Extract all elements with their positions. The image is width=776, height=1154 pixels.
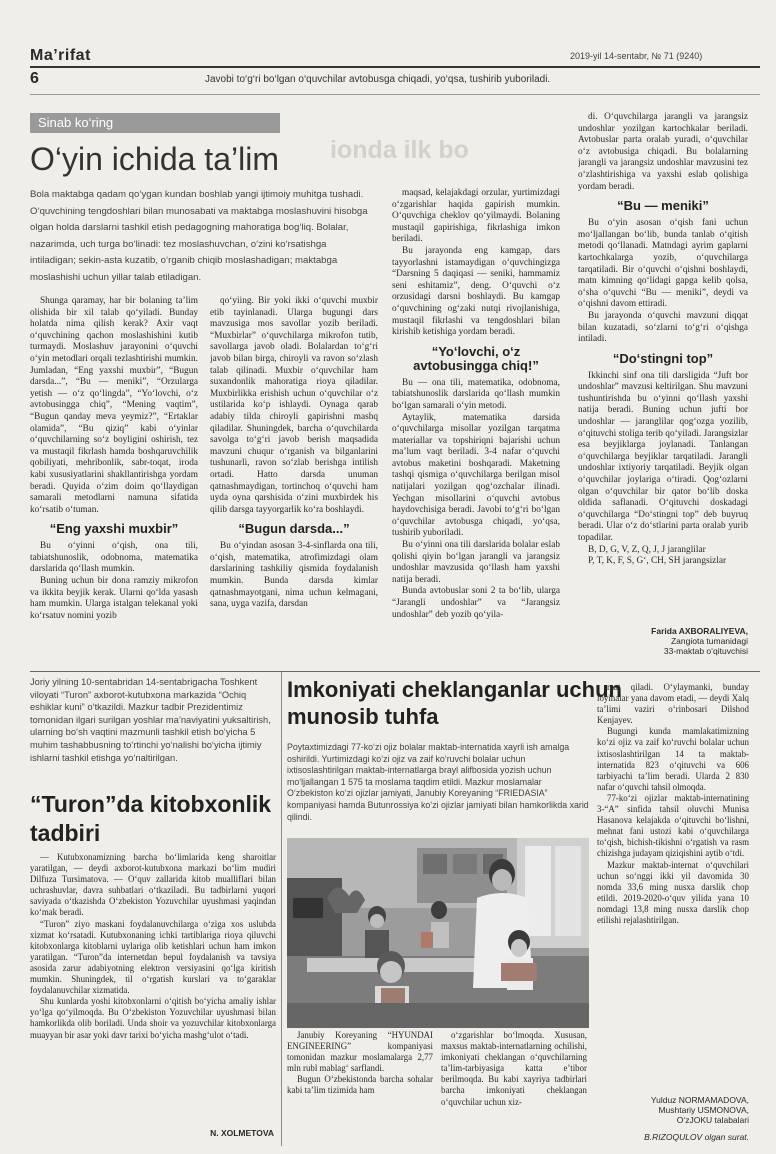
author-role: O‘zJOKU talabalari bbox=[676, 1115, 749, 1125]
paragraph: Bu jarayonda eng kamgap, dars tayyorlashni istamaydigan o‘quvchingizga “Darsning 5 daqiqasi — seniki, hammamiz seni eshitamiz”, deng. O‘quvchi o‘z orzusidagi darsni boshlaydi. Bu kamgap o‘quvchining og‘zaki nutqi rivojlanishiga, mustaqil fikrlashi va tengdoshlari bilan kirishib ketishiga yordam beradi. bbox=[392, 245, 560, 338]
paragraph: Janubiy Koreyaning “HYUNDAI ENGINEERING” kompaniyasi tomonidan mazkur moslamalarga 2,77 mln rubl mablag‘ sarflandi. bbox=[287, 1030, 433, 1074]
paragraph: Bu o‘yinni o‘qish, ona tili, tabiatshunoslik, odobnoma, matematika darslarida qo‘llash mumkin. bbox=[30, 541, 198, 575]
header-rule-bottom bbox=[30, 94, 760, 95]
paragraph: Ikkinchi sinf ona tili darsligida “Juft bor undoshlar” mavzusi keltirilgan. Shu mavzuni tushuntirishda bu o‘yinni qo‘llash yaxshi natija beradi. Buning uchun jufti bor undoshlar — jaranglilar qog‘ozga yozilib, o‘qituvchi stoliga terib qo‘yiladi. Jarangsizlar esa beyjiklarga joylanadi. Tanlangan o‘quvchilarga beyjiklar tarqatiladi. Jarangli undoshlar ixtiyoriy tarqatiladi. Beyjik olgan o‘quvchilar joylariga o‘tiradi. Qog‘ozlarni olgan o‘quvchilar bir qator bo‘lib doska oldida saflanadi. O‘qituvchi doskadagi o‘quvchilarga “Do‘stingni top” deb buyruq beradi. Ular o‘z do‘stlarini parta oralab yurib topadilar. bbox=[578, 370, 748, 543]
consonant-list-voiced: B, D, G, V, Z, Q, J, J jaranglilar bbox=[588, 544, 706, 555]
header-slogan: Javobi to‘g‘ri bo‘lgan o‘quvchilar avtobusga chiqadi, yo‘qsa, tushirib yuboriladi. bbox=[205, 74, 551, 85]
subheading: “Eng yaxshi muxbir” bbox=[49, 521, 179, 537]
paragraph: Shu kunlarda yoshi kitobxonlarni o‘qitish bo‘yicha amaliy ishlar yo‘lga qo‘yilmoqda. Bu O‘zbekiston Yozuvchilar uyushmasi bilan hamkorlikda olib boriladi. Unda shoir va yozuvchilar kitobxonlarga muayyan bir asar yoki davr tarixi bo‘yicha mashg‘ulot o‘tadi. bbox=[30, 996, 276, 1040]
subheading: “Bugun darsda...” bbox=[238, 521, 350, 537]
paragraph: 77-ko‘zi ojizlar maktab-internatining 3-“A” sinfida tahsil oluvchi Munisa Hasanova kelajakda o‘qituvchi bo‘lishni, mehnat fani ustozi kabi o‘quvchilarga to‘qish, bichish-tikishni o‘rgatish va rasm chizishga judayam qiziqishini aytib o‘tdi. bbox=[597, 792, 749, 859]
a1-column-1 bbox=[30, 296, 198, 671]
author-role: 33-maktab o‘qituvchisi bbox=[663, 646, 748, 656]
ghost-title: ionda ilk bo bbox=[330, 136, 469, 164]
a2-body bbox=[30, 852, 276, 1130]
subheading: “Do‘stingni top” bbox=[612, 350, 714, 366]
paragraph: Bu jarayonda o‘quvchi mavzuni diqqat bilan kuzatadi, so‘zlarni to‘g‘ri o‘qishga intiladi. bbox=[578, 310, 748, 345]
article-title: O‘yin ichida ta’lim bbox=[30, 141, 279, 177]
paragraph: “Turon” ziyo maskani foydalanuvchilarga o‘ziga xos uslubda xizmat ko‘rsatadi. Kutubxonaning ichki tartiblariga rioya qiluvchi kitobxonlarga kitoblarni uylariga olib ketishlari uchun ham imkon yaratilgan. “Turon”da internetdan bepul foydalanish va tavsiya asosida zarur adabiyotning elektron versiyasini qo‘lga kiritish mumkin. Shuningdek, til o‘rgatish kurslari va to‘garaklar foydalanuvchilar xizmatida. bbox=[30, 918, 276, 996]
a1-signature bbox=[578, 626, 748, 656]
a3-signature bbox=[597, 1095, 749, 1125]
author-role: Zangiota tumanidagi bbox=[670, 636, 748, 646]
paragraph: Bunda avtobuslar soni 2 ta bo‘lib, ularga “Jarangli undoshlar” va “Jarangsiz undoshlar” deb yozib qo‘yila- bbox=[392, 586, 560, 620]
author-name: Yulduz NORMAMADOVA, bbox=[650, 1095, 749, 1105]
a1-column-4 bbox=[578, 112, 748, 622]
paragraph: Bugun O‘zbekistonda barcha sohalar kabi ta’lim tizimida ham bbox=[287, 1074, 433, 1096]
article-lead bbox=[30, 187, 368, 286]
classroom-photo bbox=[287, 838, 589, 1028]
author-name: Farida AXBORALIYEVA, bbox=[651, 626, 748, 636]
a3-col-left bbox=[287, 1030, 433, 1146]
paragraph: Mazkur maktab-internat o‘quvchilari uchun so‘nggi ikki yil davomida 30 nomda 33,6 ming nusxa darslik chop etildi. 2019-2020-o‘quv yilida yana 10 nomdagi 13,8 ming nusxa darslik chop etilishi rejalashtirilgan. bbox=[597, 859, 749, 925]
a1-column-3 bbox=[392, 188, 560, 671]
a3-lead bbox=[287, 742, 589, 823]
paragraph: Bugungi kunda mamlakatimizning ko‘zi ojiz va zaif ko‘ruvchi bolalar uchun ixtisoslashtirilgan 14 ta maktab-internatida 823 o‘qituvchi va 606 tarbiyachi ta’lim beradi. Ularda 2 830 nafar o‘quvchi tahsil olmoqda. bbox=[597, 726, 749, 792]
classroom-photo-image bbox=[287, 838, 589, 1028]
a3-col-mid bbox=[441, 1030, 587, 1146]
consonant-list-voiceless: P, T, K, F, S, G‘, CH, SH jarangsizlar bbox=[588, 556, 727, 567]
paragraph: o‘zgarishlar bo‘lmoqda. Xususan, maxsus maktab-internatlarning ochilishi, imkoniyati cheklangan o‘quvchilarning ta’lim-tarbiyasiga katta e’tibor berilmoqda. Bu kabi xayriya tadbirlari barcha imkoniyati cheklangan o‘quvchilar uchun xiz- bbox=[441, 1030, 587, 1107]
author-name: Mushtariy USMONOVA, bbox=[658, 1105, 749, 1115]
a2-intro: Joriy yilning 10-sentabridan 14-sentabrigacha Toshkent viloyati “Turon” axborot-kutubxona markazida “Ochiq eshiklar kuni” o‘tkazildi. Mazkur tadbir Prezidentimiz tomonidan ilgari surilgan yoshlar ma’naviyatini yuksaltirish, ularning bo‘sh vaqtini mazmunli tashkil etish bo‘yicha 5 muhim tashabbusning to‘rtinchi yo‘nalishi bo‘yicha ijtimiy ishlarni tashkil etishga yo‘naltirilgan. bbox=[30, 677, 271, 763]
column-divider bbox=[281, 672, 282, 1146]
paragraph: Bu — ona tili, matematika, odobnoma, tabiatshunoslik darslarida qo‘llash mumkin bo‘lgan samarali o‘yin metodi. bbox=[392, 377, 560, 411]
paragraph: Aytaylik, matematika darsida o‘quvchilarga misollar yozilgan tarqatma materiallar va topshiriqni bajarishi uchun ma’lum vaqt beriladi. 3-4 nafar o‘quvchi avtobus maketini boshqaradi. Maketning tashqi qismiga o‘quvchilarga berilgan misol natijalari yozilgan qog‘ozchalar ilinadi. Yechgan misollarini o‘quvchi avtobus haydovchisiga beradi. Javobi to‘g‘ri bo‘lgan o‘quvchilar avtobusga chiqadi, yo‘qsa, tushirib yuboriladi. bbox=[392, 412, 560, 539]
a2-author: N. XOLMETOVA bbox=[210, 1128, 274, 1138]
paragraph: Bu o‘yin asosan o‘qish fani uchun mo‘ljallangan bo‘lib, bunda tanlab o‘qitish metodi qo‘llanadi. Matndagi ayrim gaplarni kartochkalarga yozib, o‘quvchilarga tarqatiladi. Bir o‘quvchi o‘qishni boshlaydi, matn kimning qo‘lidagi gapga kelib qolsa, o‘sha o‘quvchi “Bu — meniki”, deydi va o‘qishni davom ettiradi. bbox=[578, 218, 748, 310]
a2-title: “Turon”da kitobxonlik tadbiri bbox=[30, 791, 272, 846]
a3-title: Imkoniyati cheklanganlar uchun munosib tuhfa bbox=[287, 677, 622, 729]
paragraph: Shunga qaramay, har bir bolaning ta’lim olishida bir xil talab qo‘yiladi. Bunday holatda nima qilish kerak? Axir vaqt o‘quvchining qachon moslashishini kutib turmaydi. Moslashuv jarayonini o‘quvchi o‘yin metodlari orqali tezlashtirishi mumkin. Jumladan, “Eng yaxshi muxbir”, “Bugun darsda...”, “Bu — meniki”, “Orzularga yetish — o‘z qo‘lingda”, “Yo‘lovchi, o‘z avtobusingga chiq”, “Mening vaqtim”, “Bugun qanday meva yeymiz?”, “Ertaklar olamida”, “Bu qiziq” kabi o‘yinlar o‘quvchilarning so‘z boyligini oshirish, tez va mustaqil fikrlash hamda boshqaruvchilik qobiliyati, mehribonlik, sabr-toqat, iroda kabi xususiyatlarini shakllantirishga yordam beradi. Quyida o‘zim doim qo‘llaydigan samarali metodlarni namuna sifatida ko‘rsatib o‘tuman. bbox=[30, 296, 198, 515]
page-number: 6 bbox=[30, 70, 39, 87]
paragraph: maqsad, kelajakdagi orzular, yurtimizdagi o‘zgarishlar haqida gapirish mumkin. O‘quvchiga cheklov qo‘yilmaydi. Bolaning mustaqil gapirishiga, fikrlashiga imkon beriladi. bbox=[392, 188, 560, 245]
paragraph: Bu o‘yindan asosan 3-4-sinflarda ona tili, o‘qish, matematika, atrofimizdagi olam darslarining tashkiliy qismida foydalanish mumkin. Bunda darsda kimlar qatnashmayotgani, nima uchun kelmagani, sana, uyga vazifa, darsdan bbox=[210, 541, 378, 610]
rubric-badge bbox=[30, 113, 280, 133]
lead-text: Poytaxtimizdagi 77-ko‘zi ojiz bolalar maktab-internatida xayrli ish amalga oshirildi. Yurtimizdagi ko‘zi ojiz va zaif ko‘ruvchi bolalar uchun ixtisoslashtirilgan maktab-internatlarga brayl alifbosida yozish uchun mo‘ljallangan 1 575 ta moslama taqdim etildi. Mazkur moslamalar O‘zbekiston ko‘zi ojizlar jamiyati, Janubiy Koreyaning “FRIEDASIA” kompaniyasi hamda Butunrossiya ko‘zi ojizlar jamiyati bilan hamkorlikda xarid qilindi. bbox=[287, 742, 589, 822]
section-divider bbox=[30, 671, 760, 672]
a3-col-right bbox=[597, 682, 749, 1092]
rubric-label: Sinab ko‘ring bbox=[38, 115, 114, 130]
subheading: “Yo‘lovchi, o‘z avtobusingga chiq!” bbox=[413, 343, 539, 373]
paragraph: Bu o‘yinni ona tili darslarida bolalar eslab qolishi qiyin bo‘lgan jarangli va jarangsiz undoshlar mavzusida qo‘llash ham yaxshi natija beradi. bbox=[392, 540, 560, 585]
subheading: “Bu — meniki” bbox=[617, 198, 709, 214]
paragraph: — Kutubxonamizning barcha bo‘limlarida keng sharoitlar yaratilgan, — deydi axborot-kutubxona markazi bo‘lim mudiri Dilfuza Tursimatova. — O‘quv zallarida kitob mualliflari bilan uchrashuvlar, davra suhbatlari o‘tkaziladi. Bu tadbirlarni yuqori saviyada o‘tkazishda O‘zbekiston Yozuvchilar uyushmasi yaqindan ko‘mak beradi. bbox=[30, 852, 276, 918]
paragraph: Buning uchun bir dona ramziy mikrofon va ikkita beyjik kerak. Ularni qo‘lda yasash ham mumkin. Ularga istalgan telekanal yoki ko‘rsatuv nomini yozib bbox=[30, 576, 198, 621]
paragraph: qo‘yiing. Bir yoki ikki o‘quvchi muxbir etib tayinlanadi. Ularga bugungi dars mavzusiga mos savollar yozib beriladi. “Muxbirlar” o‘quvchilarga mikrofon tutib, savollarga javob oladi. Bolalardan to‘g‘ri javob bilan birga, chiroyli va ravon so‘zlash talab qilinadi. Muxbir o‘quvchilar ham suxandonlik mahoratiga rioya qiladilar. Muxbirlikka erishish uchun o‘quvchilar o‘z ustilarida ko‘p ishlaydi. Oynaga qarab adabiy tilda chiroyli gapirishni mashq qiladilar. Shuningdek, barcha o‘quvchilarda savolga to‘g‘ri javob berish maqsadida mavzuni chuqur o‘rganish va bilganlarini tushunarli, ravon so‘zlab berishga intilish ortadi. Hatto darsda unuman qatnashmaydigan, tortinchoq o‘quvchi ham uyda oyna qarshisida o‘zini muxbirdek his qilib darsga tayyorgarlik ko‘ra boshlaydi. bbox=[210, 296, 378, 515]
lead-text: Bola maktabga qadam qo‘ygan kundan boshlab yangi ijtimoiy muhitga tushadi. O‘quvchining tengdoshlari bilan munosabati va maktabga moslashuvini hisobga olgan holda darslarni tashkil etish pedagogning mahoratiga bog‘liq. Bolalar, nazarimda, uch turga bo‘linadi: tez moslashuvchan, o‘zini ko‘rsatishga intiladigan; sekin-asta kuzatib, o‘rganib chiqib moslashadigan; maktabga moslashishi uchun yillar talab etiladigan. bbox=[30, 189, 368, 283]
issue-date: 2019-yil 14-sentabr, № 71 (9240) bbox=[570, 51, 703, 61]
a1-column-2 bbox=[210, 296, 378, 671]
masthead-brand: Ma’rifat bbox=[30, 47, 91, 64]
paragraph: di. O‘quvchilarga jarangli va jarangsiz undoshlar yozilgan kartochkalar beriladi. Avtobuslar parta oralab yuradi, o‘quvchilar o‘z avtobusiga chiqadi. Bu bolalarning jarangli va jarangsiz undoshlar mavzusini tez o‘zlashtirishiga va yaxshi eslab qolishiga yordam beradi. bbox=[578, 112, 748, 192]
header-rule bbox=[30, 66, 760, 68]
photo-credit: B.RIZOQULOV olgan surat. bbox=[644, 1132, 749, 1142]
paragraph: mat qiladi. O‘ylaymanki, bunday loyihalar yana davom etadi, — deydi Xalq ta’limi vaziri o‘rinbosari Dilshod Kenjayev. bbox=[597, 682, 749, 726]
